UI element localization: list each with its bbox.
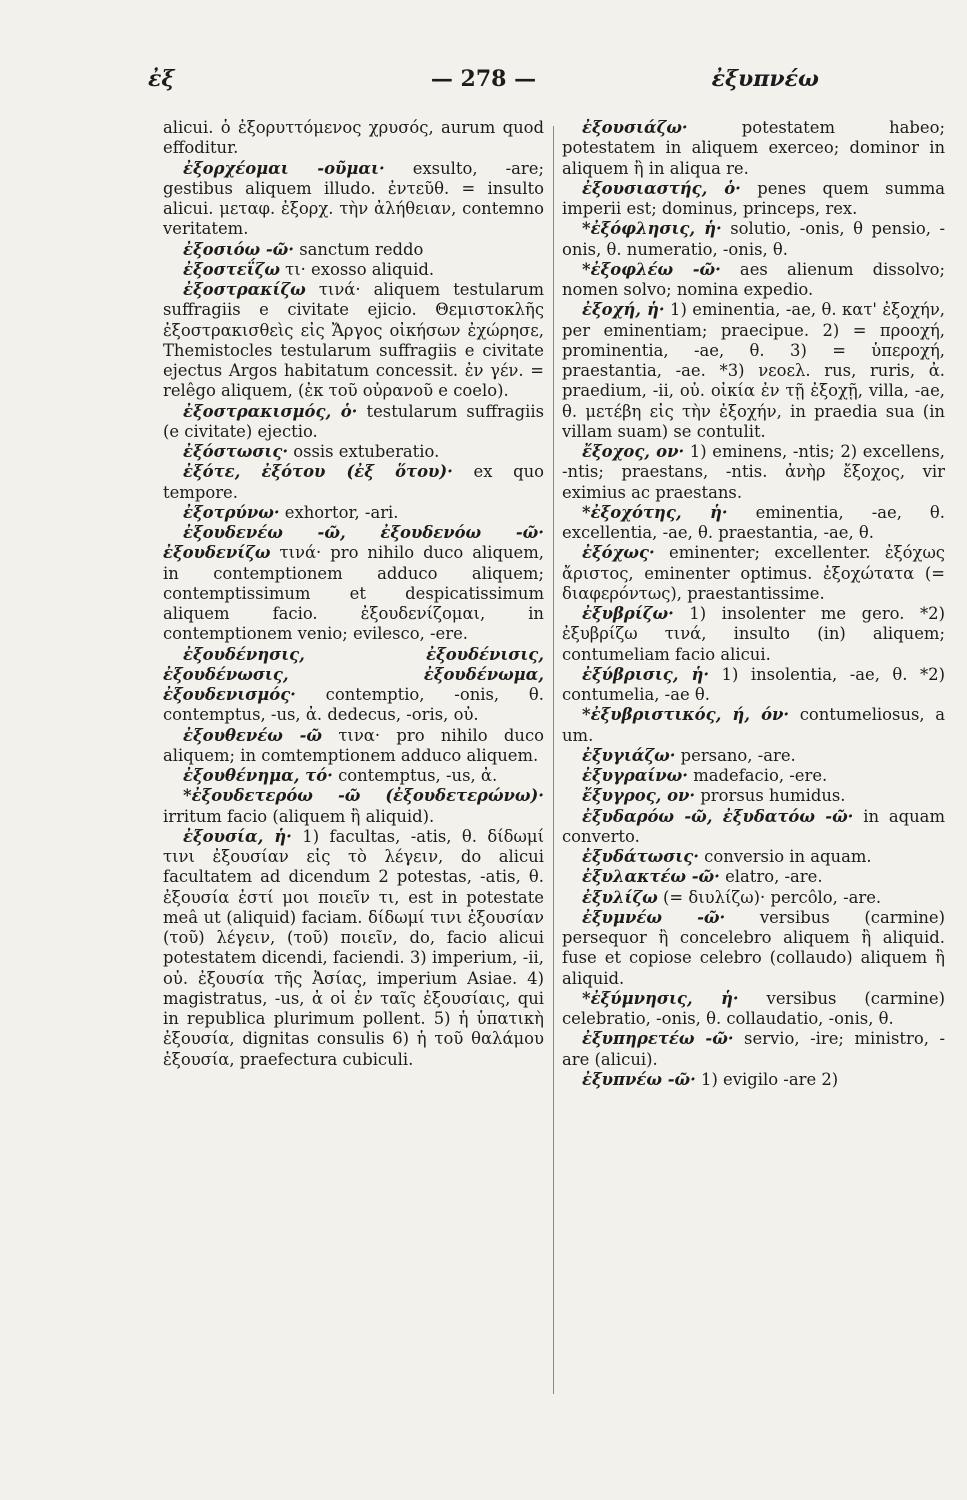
header-left-guide-word: ἐξ [148,66,175,92]
dictionary-entry [562,989,945,1030]
entry-headword: ἐξουσιάζω· [582,118,688,137]
entry-definition: in aquam converto. [562,806,945,846]
entry-definition: testularum suffragiis (e civitate) ejectio. [163,401,544,441]
entry-headword: *ἐξοχότης, ἡ· [582,502,728,522]
dictionary-entry [163,786,544,827]
dictionary-entry [163,645,544,726]
entry-definition: contemptio, -onis, θ. contemptus, -us, ἀ. dedecus, -oris, οὐ. [163,685,544,725]
dictionary-entry [562,442,945,503]
entry-headword: ἐξυλακτέω -ῶ· [582,867,720,887]
dictionary-entry [562,665,945,706]
entry-headword: ἐξοστεΐζω [183,259,280,279]
column-divider [553,126,554,1394]
entry-definition: τινα· pro nihilo duco aliquem; in comtemptionem adduco aliquem. [163,725,544,765]
entry-definition: contemptus, -us, ἀ. [332,766,498,785]
dictionary-entry [562,604,945,665]
entry-headword: ἐξουσία, ἡ· [183,826,292,846]
right-column [562,118,945,1090]
dictionary-entry [562,867,945,887]
dictionary-entry [562,179,945,220]
dictionary-entry [163,503,544,523]
entry-headword: *ἐξοφλέω -ῶ· [582,259,721,279]
entry-definition: potestatem habeo; potestatem in aliquem exerceo; dominor in aliquem ἢ in aliqua re. [562,118,945,178]
dictionary-entry [163,159,544,240]
dictionary-entry [562,908,945,989]
entry-definition: irritum facio (aliquem ἢ aliquid). [163,806,435,826]
entry-headword: ἐξουθένημα, τό· [183,766,333,785]
page-number: — 278 — [430,66,537,92]
entry-headword: *ἐξουδετερόω -ῶ (ἐξουδετερώνω)· [183,786,544,806]
entry-headword: ἐξυμνέω -ῶ· [582,907,726,927]
entry-definition: sanctum reddo [293,239,424,259]
entry-headword: ἐξουδενέω -ῶ, ἐξουδενόω -ῶ· ἐξουδενίζω [163,523,544,563]
entry-definition: 1) evigilo -are 2) [695,1069,839,1089]
dictionary-entry [562,1070,945,1090]
entry-definition: τινά· pro nihilo duco aliquem, in contemptionem adduco aliquem; contemptissimum et despicatissimum aliquem facio. ἐξουδενίζομαι, in contemptionem venio; evilesco, -ere. [163,543,544,644]
entry-definition: 1) insolenter me gero. *2) ἐξυβρίζω τινά, insulto (in) aliquem; contumeliam facio alicui. [562,604,945,664]
dictionary-entry [562,219,945,260]
entry-definition: solutio, -onis, θ pensio, -onis, θ. numeratio, -onis, θ. [562,219,945,259]
dictionary-entry [562,503,945,544]
dictionary-entry [562,260,945,301]
entry-headword: ἐξύβρισις, ἡ· [582,664,710,684]
dictionary-entry [163,462,544,503]
entry-definition: madefacio, -ere. [688,766,828,785]
entry-headword: ἐξουσιαστής, ὁ· [582,178,741,198]
entry-headword: ἐξότε, ἐξότου (ἐξ ὅτου)· [183,462,453,482]
dictionary-entry [163,726,544,767]
entry-definition: (= διυλίζω)· percôlo, -are. [657,887,882,907]
entry-headword: ἐξυπνέω -ῶ· [582,1069,696,1089]
entry-headword: ἐξοσιόω -ῶ· [183,239,294,259]
entry-headword: ἐξοστρακίζω [183,280,306,299]
entry-headword: ἐξυπηρετέω -ῶ· [582,1029,734,1049]
entry-definition: exhortor, -ari. [279,502,399,522]
entry-definition: eminenter; excellenter. ἐξόχως ἄριστος, eminenter optimus. ἐξοχώτατα (= διαφερόντως), praestantissime. [562,543,945,603]
dictionary-entry [562,746,945,766]
entry-headword: ἐξόστωσις· [183,442,289,461]
header-right-guide-word: ἐξυπνέω [711,66,819,92]
dictionary-entry [562,786,945,806]
entry-headword: ἐξοστρακισμός, ὁ· [183,401,358,421]
entry-headword: ἐξυλίζω [582,887,658,907]
entry-headword: *ἐξυβριστικός, ή, όν· [582,705,790,725]
entry-definition: conversio in aquam. [698,847,872,866]
dictionary-entry [562,847,945,867]
entry-definition: persano, -are. [675,745,796,765]
page-header [148,66,819,106]
entry-headword: ἐξοχή, ἡ· [582,300,665,320]
entry-headword: ἐξοτρύνω· [183,502,280,522]
dictionary-entry [562,766,945,786]
entry-definition: alicui. ὁ ἐξορυττόμενος χρυσός, aurum quod effoditur. [163,118,544,158]
dictionary-entry [562,705,945,746]
dictionary-entry [562,300,945,442]
dictionary-entry [163,280,544,402]
entry-headword: ἐξυβρίζω· [582,604,674,623]
dictionary-entry [163,260,544,280]
entry-headword: ἐξουθενέω -ῶ [183,725,323,745]
dictionary-entry [163,766,544,786]
dictionary-entry [562,543,945,604]
entry-headword: ἐξυδαρόω -ῶ, ἐξυδατόω -ῶ· [582,806,854,826]
entry-headword: *ἐξόφλησις, ἡ· [582,219,722,239]
dictionary-entry [163,442,544,462]
dictionary-entry [562,1029,945,1070]
dictionary-entry [163,827,544,1070]
entry-definition: 1) insolentia, -ae, θ. *2) contumelia, -ae θ. [562,664,946,704]
dictionary-entry [163,402,544,443]
entry-definition: exsulto, -are; gestibus aliquem illudo. ἐντεῦθ. = insulto alicui. μεταφ. ἐξορχ. τὴν ἀλήθειαν, contemno veritatem. [163,158,544,239]
entry-definition: servio, -ire; ministro, -are (alicui). [562,1029,945,1069]
entry-definition: 1) eminens, -ntis; 2) excellens, -ntis; praestans, -ntis. ἀνὴρ ἔξοχος, vir eximius ac praestans. [562,442,945,502]
entry-definition: penes quem summa imperii est; dominus, princeps, rex. [562,178,946,218]
entry-definition: prorsus humidus. [695,786,846,806]
entry-definition: 1) facultas, -atis, θ. δίδωμί τινι ἐξουσίαν εἰς τὸ λέγειν, do alicui facultatem ad dicendum 2 potestas, -atis, θ. ἐξουσία ἐστί μοι ποιεῖν τι, est in potestate meâ ut (aliquid) faciam. δίδωμί τινι ἐξουσίαν (τοῦ) λέγειν, (τοῦ) ποιεῖν, do, facio alicui potestatem dicendi, faciendi. 3) imperium, -ii, οὐ. ἐξουσία τῆς Ἀσίας, imperium Asiae. 4) magistratus, -us, ἀ οἱ ἐν ταῖς ἐξουσίαις, qui in republica plurimum pollent. 5) ἡ ὑπατικὴ ἐξουσία, dignitas consulis 6) ἡ τοῦ θαλάμου ἐξουσία, praefectura cubiculi. [163,826,544,1069]
entry-definition: versibus (carmine) celebratio, -onis, θ. collaudatio, -onis, θ. [562,988,945,1028]
entry-headword: ἐξυγραίνω· [582,766,688,785]
dictionary-entry [562,807,945,848]
entry-definition: ex quo tempore. [163,462,545,502]
entry-definition: τινά· aliquem testularum suffragiis e civitate ejicio. Θεμιστοκλῆς ἐξοστρακισθεὶς εἰς Ἄργος οἰκήσων ἐχώρησε, Themistocles testularum suffragiis e civitate ejectus Argos habitatum concessit. ἐν γέν. = relêgo aliquem, (ἐκ τοῦ οὐρανοῦ e coelo). [163,280,544,401]
entry-headword: ἔξοχος, ον· [582,442,685,461]
dictionary-entry [163,118,544,159]
entry-headword: ἐξουδένησις, ἐξουδένισις, ἐξουδένωσις, ἐξουδένωμα, ἐξουδενισμός· [163,644,544,704]
entry-headword: ἐξυδάτωσις· [582,847,699,866]
entry-headword: ἐξυγιάζω· [582,745,676,765]
entry-headword: *ἐξύμνησις, ἡ· [582,988,739,1008]
entry-definition: aes alienum dissolvo; nomen solvo; nomina expedio. [562,259,945,299]
entry-headword: ἔξυγρος, ον· [582,786,696,806]
left-column [163,118,544,1070]
entry-definition: versibus (carmine) persequor ἢ concelebro aliquem ἢ aliquid. fuse et copiose celebro (collaudo) aliquem ἢ aliquid. [562,907,945,988]
dictionary-entry [562,888,945,908]
dictionary-entry [163,240,544,260]
entry-headword: ἐξόχως· [582,543,655,563]
entry-definition: ossis extuberatio. [288,442,440,461]
entry-definition: eminentia, -ae, θ. excellentia, -ae, θ. praestantia, -ae, θ. [562,502,945,542]
entry-definition: elatro, -are. [719,867,823,887]
dictionary-entry [562,118,945,179]
entry-definition: contumeliosus, a um. [562,705,946,745]
entry-definition: 1) eminentia, -ae, θ. κατ' ἐξοχήν, per eminentiam; praecipue. 2) = προοχή, prominentia, -ae, θ. 3) = ὑπεροχή, praestantia, -ae. *3) νεοελ. rus, ruris, ἀ. praedium, -ii, οὐ. οἰκία ἐν τῇ ἐξοχῇ, villa, -ae, θ. μετέβη εἰς τὴν ἐξοχήν, in praedia sua (in villam suam) se contulit. [562,300,945,441]
dictionary-entry [163,523,544,645]
entry-definition: τι· exosso aliquid. [279,259,435,279]
entry-headword: ἐξορχέομαι -οῦμαι· [183,158,385,178]
